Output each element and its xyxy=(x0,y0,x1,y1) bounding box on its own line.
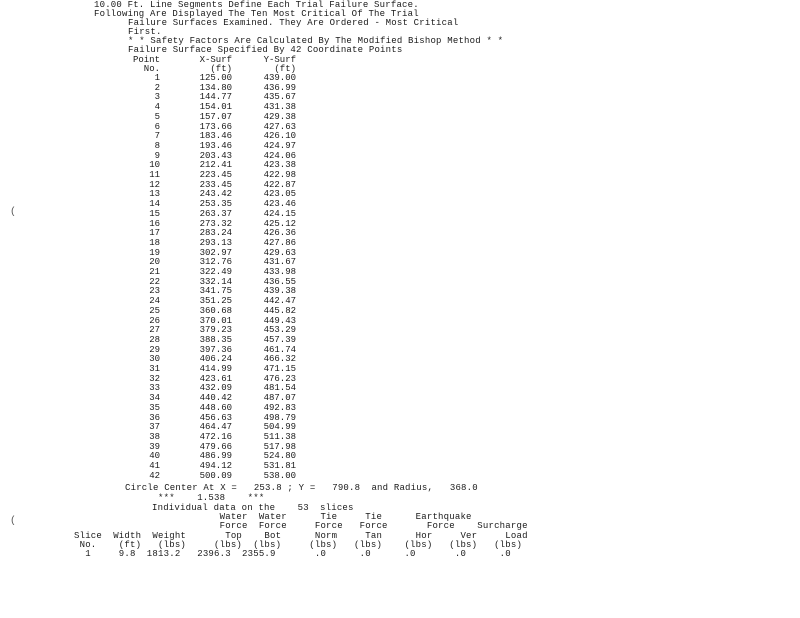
x-surf-value: 486.99 xyxy=(199,451,232,462)
x-surf-value: 456.63 xyxy=(199,412,232,423)
point-number: 13 xyxy=(149,189,160,200)
point-number: 6 xyxy=(154,121,160,132)
x-surf-value: 134.80 xyxy=(199,82,232,93)
points-column-header: (ft) xyxy=(274,64,296,74)
y-surf-value: 498.79 xyxy=(263,412,296,423)
x-surf-value: 494.12 xyxy=(199,461,232,471)
point-number: 30 xyxy=(149,354,160,365)
y-surf-value: 424.06 xyxy=(263,150,296,161)
x-surf-value: 243.42 xyxy=(199,189,232,200)
point-number: 36 xyxy=(149,412,160,423)
y-surf-value: 449.43 xyxy=(263,315,296,326)
point-number: 17 xyxy=(149,228,160,239)
y-surf-value: 423.38 xyxy=(263,160,296,171)
y-surf-value: 453.29 xyxy=(263,325,296,336)
y-surf-value: 471.15 xyxy=(263,364,296,374)
y-surf-value: 439.00 xyxy=(263,73,296,83)
header-line: Failure Surface Specified By 42 Coordinate Points xyxy=(128,45,403,55)
point-number: 27 xyxy=(149,325,160,336)
point-number: 5 xyxy=(154,111,160,122)
x-surf-value: 273.32 xyxy=(199,218,232,229)
x-surf-value: 144.77 xyxy=(199,92,232,103)
y-surf-value: 442.47 xyxy=(263,296,296,307)
point-number: 29 xyxy=(149,344,160,355)
header-line: 10.00 Ft. Line Segments Define Each Trial Failure Surface. xyxy=(94,0,419,10)
x-surf-value: 448.60 xyxy=(199,402,232,413)
x-surf-value: 500.09 xyxy=(199,470,232,481)
y-surf-value: 457.39 xyxy=(263,334,296,345)
x-surf-value: 154.01 xyxy=(199,102,232,113)
point-number: 39 xyxy=(149,441,160,452)
y-surf-value: 436.99 xyxy=(263,82,296,93)
y-surf-value: 422.87 xyxy=(263,179,296,190)
y-surf-value: 431.67 xyxy=(263,257,296,268)
x-surf-value: 370.01 xyxy=(199,315,232,326)
x-surf-value: 414.99 xyxy=(199,364,232,374)
x-surf-value: 233.45 xyxy=(199,179,232,190)
point-number: 22 xyxy=(149,276,160,287)
x-surf-value: 263.37 xyxy=(199,208,232,219)
y-surf-value: 427.63 xyxy=(263,121,296,132)
y-surf-value: 517.98 xyxy=(263,441,296,452)
x-surf-value: 432.09 xyxy=(199,383,232,394)
safety-factor-line: *** 1.538 *** xyxy=(158,493,265,503)
point-number: 10 xyxy=(149,160,160,171)
point-number: 28 xyxy=(149,334,160,345)
points-column-header: Y-Surf xyxy=(263,55,296,65)
x-surf-value: 379.23 xyxy=(199,325,232,336)
x-surf-value: 388.35 xyxy=(199,334,232,345)
point-number: 16 xyxy=(149,218,160,229)
x-surf-value: 302.97 xyxy=(199,247,232,258)
point-number: 9 xyxy=(154,150,160,161)
point-number: 41 xyxy=(149,461,160,471)
y-surf-value: 531.81 xyxy=(263,461,296,471)
x-surf-value: 223.45 xyxy=(199,170,232,180)
point-number: 4 xyxy=(154,102,160,113)
point-number: 38 xyxy=(149,431,160,442)
y-surf-value: 461.74 xyxy=(263,344,296,355)
slice-header-line: Slice Width Weight Top Bot Norm Tan Hor Ver Load xyxy=(74,530,528,541)
point-number: 31 xyxy=(149,364,160,374)
points-column-header: (ft) xyxy=(210,64,232,74)
y-surf-value: 426.10 xyxy=(263,131,296,142)
point-number: 32 xyxy=(149,373,160,384)
slice-header-line: Water Water Tie Tie Earthquake xyxy=(74,512,472,522)
point-number: 35 xyxy=(149,402,160,413)
point-number: 24 xyxy=(149,296,160,307)
y-surf-value: 429.63 xyxy=(263,247,296,258)
x-surf-value: 423.61 xyxy=(199,373,232,384)
y-surf-value: 423.46 xyxy=(263,199,296,210)
y-surf-value: 439.38 xyxy=(263,286,296,297)
y-surf-value: 424.97 xyxy=(263,140,296,151)
point-number: 3 xyxy=(154,92,160,103)
x-surf-value: 322.49 xyxy=(199,267,232,277)
margin-bracket-mark: ( xyxy=(10,207,17,218)
y-surf-value: 492.83 xyxy=(263,402,296,413)
x-surf-value: 341.75 xyxy=(199,286,232,297)
points-column-header: No. xyxy=(143,64,160,74)
point-number: 33 xyxy=(149,383,160,394)
x-surf-value: 212.41 xyxy=(199,160,232,171)
points-column-header: X-Surf xyxy=(199,55,232,65)
x-surf-value: 332.14 xyxy=(199,276,232,287)
point-number: 8 xyxy=(154,140,160,151)
x-surf-value: 464.47 xyxy=(199,422,232,433)
y-surf-value: 424.15 xyxy=(263,208,296,219)
header-line: Following Are Displayed The Ten Most Critical Of The Trial xyxy=(94,9,419,19)
point-number: 1 xyxy=(154,73,160,83)
y-surf-value: 425.12 xyxy=(263,218,296,229)
x-surf-value: 479.66 xyxy=(199,441,232,452)
y-surf-value: 436.55 xyxy=(263,276,296,287)
x-surf-value: 203.43 xyxy=(199,150,232,161)
x-surf-value: 253.35 xyxy=(199,199,232,210)
y-surf-value: 524.80 xyxy=(263,451,296,462)
point-number: 19 xyxy=(149,247,160,258)
point-number: 26 xyxy=(149,315,160,326)
slice-row-1: 1 9.8 1813.2 2396.3 2355.9 .0 .0 .0 .0 .0 xyxy=(74,549,511,559)
y-surf-value: 435.67 xyxy=(263,92,296,103)
x-surf-value: 360.68 xyxy=(199,305,232,316)
y-surf-value: 445.82 xyxy=(263,305,296,316)
point-number: 12 xyxy=(149,179,160,190)
x-surf-value: 406.24 xyxy=(199,354,232,365)
point-number: 40 xyxy=(149,451,160,462)
y-surf-value: 538.00 xyxy=(263,470,296,481)
point-number: 20 xyxy=(149,257,160,268)
margin-bracket-mark: ( xyxy=(10,516,17,527)
header-line: Failure Surfaces Examined. They Are Ordered - Most Critical xyxy=(128,18,459,28)
circle-center-line: Circle Center At X = 253.8 ; Y = 790.8 and Radius, 368.0 xyxy=(125,483,478,493)
header-line: First. xyxy=(128,27,162,37)
point-number: 21 xyxy=(149,267,160,277)
y-surf-value: 433.98 xyxy=(263,267,296,277)
x-surf-value: 157.07 xyxy=(199,111,232,122)
x-surf-value: 283.24 xyxy=(199,228,232,239)
y-surf-value: 466.32 xyxy=(263,354,296,365)
point-number: 11 xyxy=(149,170,160,180)
point-number: 15 xyxy=(149,208,160,219)
point-number: 37 xyxy=(149,422,160,433)
slice-header-line: Force Force Force Force Force Surcharge xyxy=(74,521,528,532)
point-number: 14 xyxy=(149,199,160,210)
x-surf-value: 312.76 xyxy=(199,257,232,268)
point-number: 25 xyxy=(149,305,160,316)
x-surf-value: 183.46 xyxy=(199,131,232,142)
x-surf-value: 193.46 xyxy=(199,140,232,151)
y-surf-value: 426.36 xyxy=(263,228,296,239)
point-number: 2 xyxy=(154,82,160,93)
y-surf-value: 481.54 xyxy=(263,383,296,394)
slice-data-title: Individual data on the 53 slices xyxy=(152,503,354,513)
x-surf-value: 472.16 xyxy=(199,431,232,442)
y-surf-value: 422.98 xyxy=(263,170,296,180)
point-number: 18 xyxy=(149,237,160,248)
point-number: 42 xyxy=(149,470,160,481)
y-surf-value: 476.23 xyxy=(263,373,296,384)
points-column-header: Point xyxy=(132,55,160,65)
slice-header-line: No. (ft) (lbs) (lbs) (lbs) (lbs) (lbs) (lbs) (lbs) (lbs) xyxy=(74,539,523,550)
y-surf-value: 427.86 xyxy=(263,237,296,248)
x-surf-value: 440.42 xyxy=(199,393,232,404)
point-number: 23 xyxy=(149,286,160,297)
y-surf-value: 487.07 xyxy=(263,393,296,404)
y-surf-value: 504.99 xyxy=(263,422,296,433)
x-surf-value: 351.25 xyxy=(199,296,232,307)
y-surf-value: 511.38 xyxy=(263,431,296,442)
y-surf-value: 429.38 xyxy=(263,111,296,122)
x-surf-value: 125.00 xyxy=(199,73,232,83)
header-line: * * Safety Factors Are Calculated By The Modified Bishop Method * * xyxy=(128,36,504,46)
x-surf-value: 173.66 xyxy=(199,121,232,132)
point-number: 34 xyxy=(149,393,160,404)
x-surf-value: 397.36 xyxy=(199,344,232,355)
x-surf-value: 293.13 xyxy=(199,237,232,248)
y-surf-value: 431.38 xyxy=(263,102,296,113)
y-surf-value: 423.05 xyxy=(263,189,296,200)
point-number: 7 xyxy=(154,131,160,142)
